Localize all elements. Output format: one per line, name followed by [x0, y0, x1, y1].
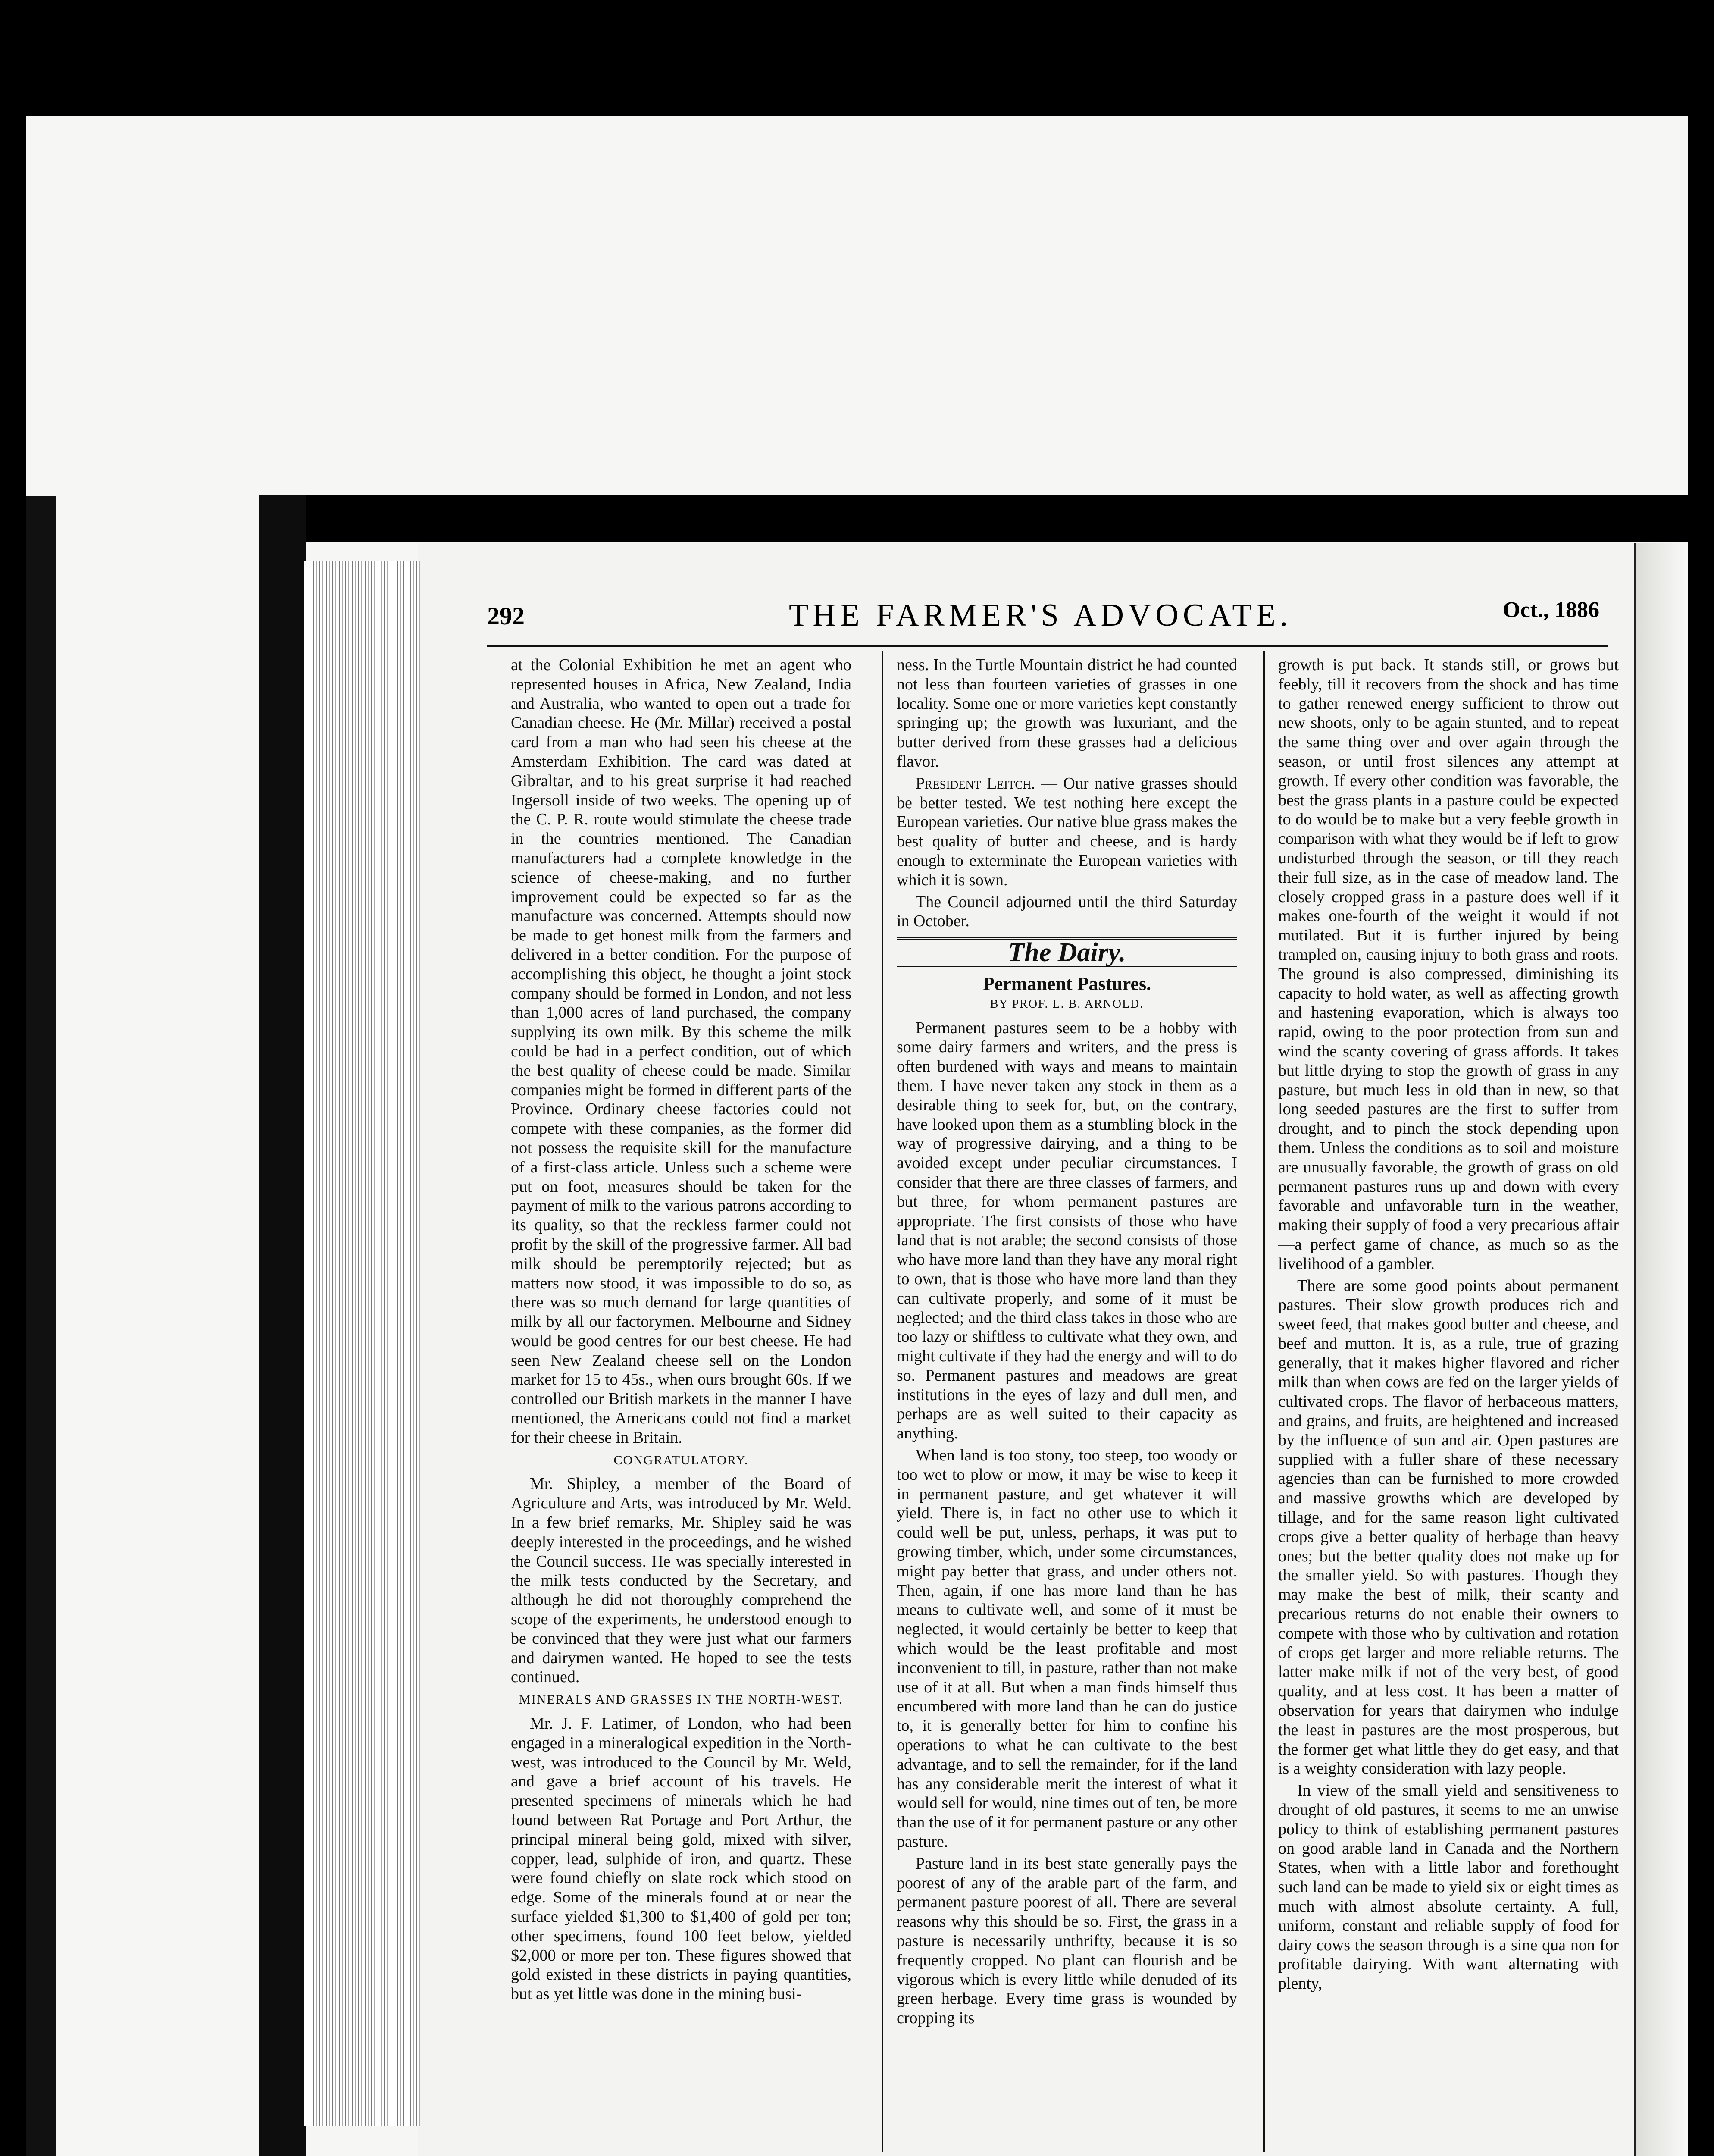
speaker-name: President Leitch.	[916, 774, 1035, 793]
page-number: 292	[487, 602, 525, 630]
column-1	[511, 655, 851, 2147]
page-header	[487, 597, 1608, 645]
paragraph: In view of the small yield and sensitiveness to drought of old pastures, it seems to me an unwise policy to think of establishing permanent pastures on good arable land in Canada and the Northern States, when with a little labor and forethought such land can be made to yield six or eight times as much with almost absolute certainty. A full, uniform, constant and reliable supply of food for dairy cows the season through is a sine qua non for profitable dairying. With want alternating with plenty,	[1278, 1781, 1619, 1993]
article-title: Permanent Pastures.	[982, 973, 1151, 994]
paragraph	[897, 774, 1237, 890]
paragraph: The Council adjourned until the third Saturday in October.	[897, 893, 1237, 931]
paragraph: Permanent pastures seem to be a hobby with some dairy farmers and writers, and the press is often burdened with ways and means to maintain them. I have never taken any stock in them as a desirable thing to seek for, but, on the contrary, have looked upon them as a stumbling block in the way of progressive dairying, and a thing to be avoided except under peculiar circumstances. I consider that there are three classes of farmers, and but three, for whom permanent pastures are appropriate. The first consists of those who have land that is not arable; the second consists of those who have more land than they have any moral right to own, that is those who have more land than they can cultivate properly, and some of it must be neglected; and the third class takes in those who are too lazy or shiftless to cultivate what they own, and might cultivate if they had the energy and will to do so. Permanent pastures and meadows are great institutions in the eyes of lazy and dull men, and perhaps are as well suited to their capacity as anything.	[897, 1018, 1237, 1443]
book-cover-top	[259, 495, 1690, 542]
page-edges	[304, 561, 420, 2126]
section-subhead: MINERALS AND GRASSES IN THE NORTH-WEST.	[519, 1692, 843, 1707]
paragraph: Mr. J. F. Latimer, of London, who had been engaged in a mineralogical expedition in the North-west, was introduced to the Council by Mr. Weld, and gave a brief account of his travels. He presented specimens of minerals which he had found between Rat Portage and Port Arthur, the principal mineral being gold, mixed with silver, copper, lead, sulphide of iron, and quartz. These were found chiefly on slate rock which stood on edge. Some of the minerals found at or near the surface yielded $1,300 to $1,400 of gold per ton; other specimens, found 100 feet below, yielded $2,000 or more per ton. These figures showed that gold existed in these districts in paying quantities, but as yet little was done in the mining busi-	[511, 1714, 851, 2003]
paragraph: Pasture land in its best state generally pays the poorest of any of the arable part of the farm, and permanent pasture poorest of all. There are several reasons why this should be so. First, the grass in a pasture is necessarily unthrifty, because it is so frequently cropped. No plant can flourish and be vigorous which is every little while denuded of its green herbage. Every time grass is wounded by cropping its	[897, 1854, 1237, 2028]
paragraph: growth is put back. It stands still, or grows but feebly, till it recovers from the shock and has time to gather renewed energy sufficient to throw out new shoots, only to be again stunted, and to repeat the same thing over and over again through the season, or until frost silences any attempt at growth. If every other condition was favorable, the best the grass plants in a pasture could be expected to do would be to make but a very feeble growth in comparison with what they would be if left to grow undisturbed through the season, or till they reach their full size, as in the case of meadow land. The closely cropped grass in a pasture does well if it makes one-fourth of the weight it would if not mutilated. But it is further injured by being trampled on, causing injury to both grass and roots. The ground is also compressed, diminishing its capacity to hold water, as well as affecting growth and hastening evaporation, which is always too rapid, owing to the poor protection from sun and wind the scanty covering of grass affords. It takes but little drying to stop the growth of grass in any pasture, but much less in old than in new, so that long seeded pastures are the first to suffer from drought, and to pinch the stock depending upon them. Unless the conditions as to soil and moisture are unusually favorable, the growth of grass on old permanent pastures runs up and down with every favorable and unfavorable turn in the weather, making their supply of food a very precarious affair—a perfect game of chance, as much so as the livelihood of a gambler.	[1278, 656, 1619, 1273]
department-heading: The Dairy.	[897, 937, 1237, 968]
column-rule	[1263, 651, 1265, 2152]
paragraph: There are some good points about permanent pastures. Their slow growth produces rich and sweet feed, that makes good butter and cheese, and beef and mutton. It is, as a rule, true of grazing generally, that it makes higher flavored and richer milk than when cows are fed on the larger yields of cultivated crops. The flavor of herbaceous matters, and grains, and fruits, are heightened and increased by the influence of sun and air. Open pastures are supplied with a fuller share of these necessary agencies than can be furnished to more crowded and massive growths which are developed by tillage, and for the same reason light cultivated crops give a better quality of herbage than heavy ones; but the better quality does not make up for the smaller yield. So with pastures. Though they may make the best of milk, their scanty and precarious returns do not enable their owners to compete with those who by cultivation and rotation of crops get larger and more reliable returns. The latter make milk if not of the very best, of good quality, and at less cost. It has been a matter of observation for years that dairymen who indulge the least in pastures are the most prosperous, but the former get what little they do get easy, and that is a weighty consideration with lazy people.	[1278, 1276, 1619, 1778]
paragraph: Mr. Shipley, a member of the Board of Agriculture and Arts, was introduced by Mr. Weld. In a few brief remarks, Mr. Shipley said he was deeply interested in the proceedings, and he wished the Council success. He was specially interested in the milk tests conducted by the Secretary, and although he did not thoroughly comprehend the scope of the experiments, he understood enough to be convinced that they were just what our farmers and dairymen wanted. He hoped to see the tests continued.	[511, 1475, 851, 1686]
book-cover-left	[259, 495, 306, 2156]
section-subhead: CONGRATULATORY.	[613, 1453, 749, 1467]
paragraph: When land is too stony, too steep, too woody or too wet to plow or mow, it may be wise to keep it in permanent pasture, and get whatever it will yield. There is, in fact no other use to which it could well be put, unless, perhaps, it was put to growing timber, which, under some circumstances, might pay better that grass, and under others not. Then, again, if one has more land than he has means to cultivate well, and some of it must be neglected, it would certainly be better to keep that which would be the least profitable and most inconvenient to till, in pasture, rather than not make use of it at all. But when a man finds himself thus encumbered with more land than he can do justice to, it is generally better for him to confine his operations to what he can cultivate to the best advantage, and to sell the remainder, for if the land has any considerable merit the interest of what it would sell for would, nine times out of ten, be more than the use of it for permanent pasture or any other pasture.	[897, 1446, 1237, 1851]
issue-date: Oct., 1886	[1503, 598, 1599, 622]
book-spine	[26, 496, 56, 2156]
paragraph: ness. In the Turtle Mountain district he had counted not less than fourteen varieties of grasses in one locality. Some one or more varieties kept constantly springing up; the growth was luxuriant, and the butter derived from these grasses had a delicious flavor.	[897, 656, 1237, 771]
header-rule	[487, 645, 1608, 647]
paragraph-text: — Our native grasses should be better tested. We test nothing here except the European varieties. Our native blue grass makes the best quality of butter and cheese, and is hardy enough to exterminate the European varieties with which it is sown.	[897, 774, 1237, 889]
column-3	[1278, 655, 1619, 2147]
column-2	[897, 655, 1237, 2147]
paragraph: at the Colonial Exhibition he met an agent who represented houses in Africa, New Zealand, India and Australia, who wanted to open out a trade for Canadian cheese. He (Mr. Millar) received a postal card from a man who had seen his cheese at the Amsterdam Exhibition. The card was dated at Gibraltar, and to his great surprise it had reached Ingersoll inside of two weeks. The opening up of the C. P. R. route would stimulate the cheese trade in the countries mentioned. The Canadian manufacturers had a complete knowledge in the science of cheese-making, and no further improvement could be expected so far as the manufacture was concerned. Attempts should now be made to get honest milk from the farmers and delivered in a better condition. For the purpose of accomplishing this object, he thought a joint stock company should be formed in London, and not less than 1,000 acres of land purchased, the company supplying its own milk. By this scheme the milk could be had in a perfect condition, out of which the best quality of cheese could be made. Similar companies might be formed in different parts of the Province. Ordinary cheese factories could not compete with these companies, as the former did not possess the requisite skill for the manufacture of a first-class article. Unless such a scheme were put on foot, measures should be taken for the payment of milk to the various patrons according to its quality, so that the reckless farmer could not profit by the skill of the progressive farmer. All bad milk should be peremptorily rejected; but as matters now stood, it was impossible to do so, as there was so much demand for large quantities of milk by all our factorymen. Melbourne and Sidney would be good centres for our best cheese. He had seen New Zealand cheese sell on the London market for 15 to 45s., when ours brought 60s. If we controlled our British markets in the manner I have mentioned, the Americans could not find a market for their cheese in Britain.	[511, 656, 851, 1447]
facing-page-edge	[1634, 543, 1688, 2156]
masthead: THE FARMER'S ADVOCATE.	[789, 598, 1292, 633]
article-byline: BY PROF. L. B. ARNOLD.	[990, 997, 1144, 1011]
column-rule	[882, 651, 883, 2152]
